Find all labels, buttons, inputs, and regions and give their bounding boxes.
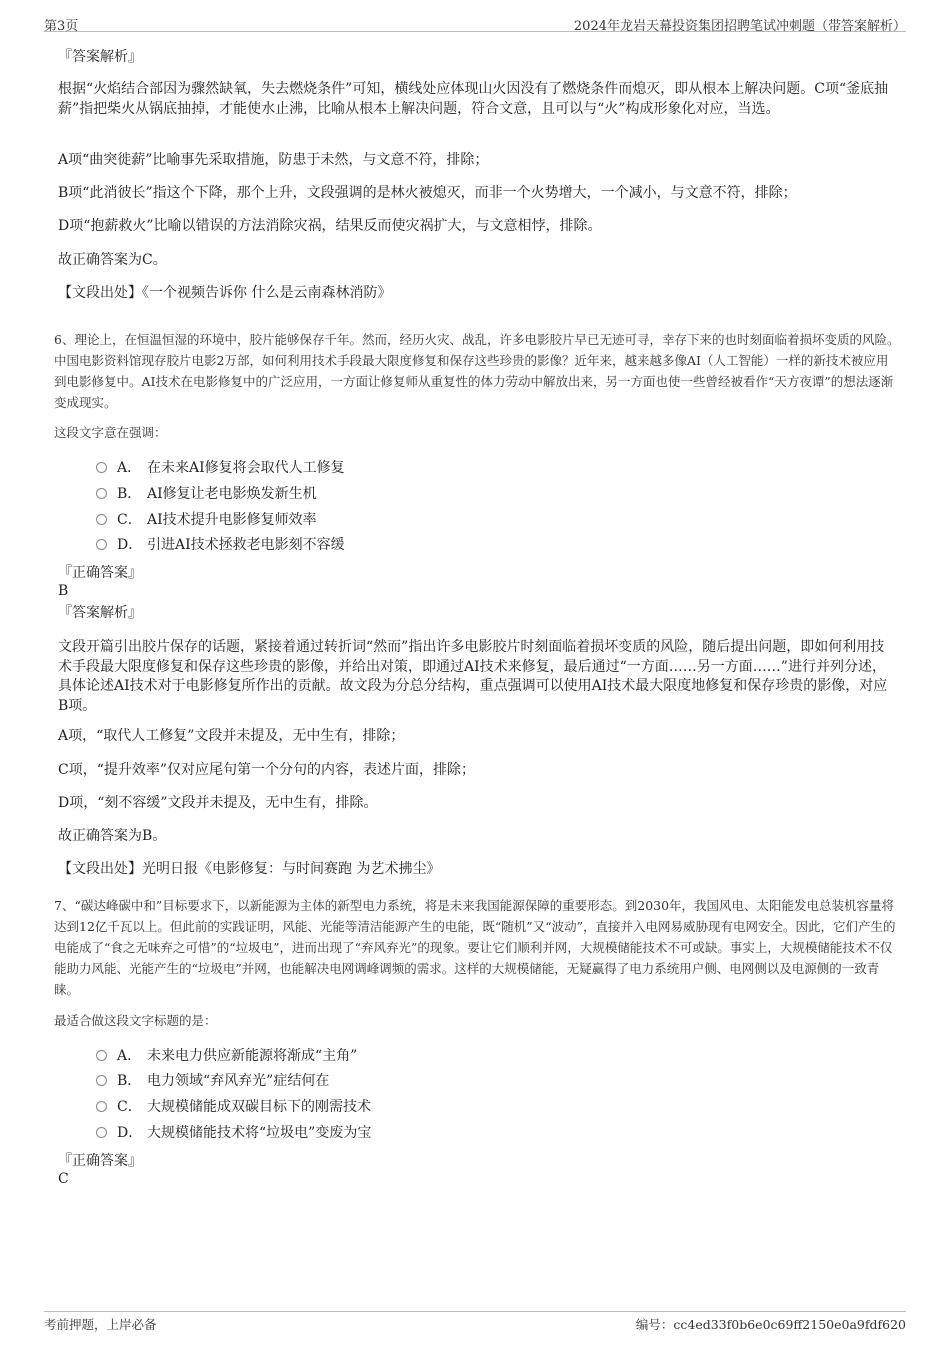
radio-icon[interactable] [96,1050,107,1061]
q6-question: 这段文字意在强调： [54,425,167,440]
q6-analysis-c: C项，“提升效率”仅对应尾句第一个分句的内容，表述片面，排除； [58,762,476,778]
option-letter: B． [117,486,142,502]
option-letter: C． [117,512,142,528]
footer-slogan: 考前押题，上岸必备 [44,1317,157,1332]
q6-analysis-d: D项，“刻不容缓”文段并未提及，无中生有，排除。 [58,795,378,811]
option-text: AI技术提升电影修复师效率 [147,512,317,528]
q5-analysis-b: B项“此消彼长”指这个下降，那个上升，文段强调的是林火被熄灭，而非一个火势增大，一个减小，与文意不符，排除； [58,185,797,201]
q5-conclusion: 故正确答案为C。 [58,252,167,268]
radio-icon[interactable] [96,514,107,525]
radio-icon[interactable] [96,1075,107,1086]
q6-source: 【文段出处】光明日报《电影修复：与时间赛跑 为艺术拂尘》 [58,861,441,877]
option-letter: A． [117,1048,142,1064]
radio-icon[interactable] [96,1127,107,1138]
option-text: 未来电力供应新能源将渐成“主角” [147,1048,358,1064]
q7-option-c[interactable] [96,1097,371,1117]
radio-icon[interactable] [96,539,107,550]
q5-analysis-label: 『答案解析』 [58,49,142,65]
option-text: 大规模储能成双碳目标下的刚需技术 [147,1099,371,1115]
option-letter: D． [117,1125,143,1141]
option-letter: D． [117,537,143,553]
q6-analysis-a: A项，“取代人工修复”文段并未提及，无中生有，排除； [58,728,405,744]
q7-option-d[interactable] [96,1123,371,1143]
radio-icon[interactable] [96,462,107,473]
q7-option-b[interactable] [96,1071,329,1091]
page-header [44,11,906,32]
option-text: 大规模储能技术将“垃圾电”变废为宝 [147,1125,372,1141]
page-number: 第3页 [44,19,79,34]
q7-answer: C [58,1171,69,1187]
option-letter: B． [117,1073,142,1089]
q6-option-c[interactable] [96,510,317,530]
q5-analysis-d: D项“抱薪救火”比喻以错误的方法消除灾祸，结果反而使灾祸扩大，与文意相悖，排除。 [58,218,602,234]
q6-option-d[interactable] [96,535,345,555]
q7-stem: 7、“碳达峰碳中和”目标要求下，以新能源为主体的新型电力系统，将是未来我国能源保障的重要形态。到2030年，我国风电、太阳能发电总装机容量将达到12亿千瓦以上。但此前的实践证明，风能、光能等清洁能源产生的电能，既“随机”又“波动”，直接并入电网易威胁现有电网安全。因此，它们产生的电能成了“食之无味弃之可惜”的“垃圾电”，进而出现了“弃风弃光”的现象。要让它们顺利并网，大规模储能技术不可或缺。事实上，大规模储能技术不仅能助力风能、光能产生的“垃圾电”并网，也能解决电网调峰调频的需求。这样的大规模储能，无疑赢得了电力系统用户侧、电网侧以及电源侧的一致青睐。 [54,898,896,997]
q5-analysis-a: A项“曲突徙薪”比喻事先采取措施，防患于未然，与文意不符，排除； [58,152,489,168]
option-letter: C． [117,1099,142,1115]
page-footer [44,1311,906,1332]
q6-option-a[interactable] [96,458,345,478]
q6-option-b[interactable] [96,484,317,504]
radio-icon[interactable] [96,488,107,499]
option-letter: A． [117,460,142,476]
option-text: 引进AI技术拯救老电影刻不容缓 [147,537,345,553]
q6-analysis-label: 『答案解析』 [58,605,142,621]
q6-analysis-main: 文段开篇引出胶片保存的话题，紧接着通过转折词“然而”指出许多电影胶片时刻面临着损坏变质的风险，随后提出问题，即如何利用技术手段最大限度修复和保存这些珍贵的影像，并给出对策，即通过AI技术来修复，最后通过“一方面……另一方面……”进行并列分述，具体论述AI技术对于电影修复所作出的贡献。故文段为分总分结构，重点强调可以使用AI技术最大限度地修复和保存珍贵的影像，对应B项。 [58,639,888,714]
document-title: 2024年龙岩天幕投资集团招聘笔试冲刺题（带答案解析） [573,19,906,34]
radio-icon[interactable] [96,1101,107,1112]
q7-question: 最适合做这段文字标题的是： [54,1013,217,1028]
option-text: AI修复让老电影焕发新生机 [147,486,317,502]
option-text: 在未来AI修复将会取代人工修复 [147,460,345,476]
q7-answer-label: 『正确答案』 [58,1153,142,1169]
q6-stem: 6、理论上，在恒温恒湿的环境中，胶片能够保存千年。然而，经历火灾、战乱，许多电影胶片早已无迹可寻，幸存下来的也时刻面临着损坏变质的风险。中国电影资料馆现存胶片电影2万部，如何利用技术手段最大限度修复和保存这些珍贵的影像？近年来，越来越多像AI（人工智能）一样的新技术被应用到电影修复中。AI技术在电影修复中的广泛应用，一方面让修复师从重复性的体力劳动中解放出来，另一方面也使一些曾经被看作“天方夜谭”的想法逐渐变成现实。 [54,332,900,410]
document-id: 编号：cc4ed33f0b6e0c69ff2150e0a9fdf620 [635,1317,906,1332]
option-text: 电力领域“弃风弃光”症结何在 [147,1073,330,1089]
q6-answer-label: 『正确答案』 [58,565,142,581]
q7-option-a[interactable] [96,1046,357,1066]
q6-conclusion: 故正确答案为B。 [58,828,167,844]
q5-source: 【文段出处】《一个视频告诉你 什么是云南森林消防》 [58,285,392,301]
q6-answer: B [58,583,69,599]
q5-analysis-main: 根据“火焰结合部因为骤然缺氧，失去燃烧条件”可知，横线处应体现山火因没有了燃烧条件而熄灭，即从根本上解决问题。C项“釜底抽薪”指把柴火从锅底抽掉，才能使水止沸，比喻从根本上解决问题，符合文意，且可以与“火”构成形象化对应，当选。 [58,81,889,117]
